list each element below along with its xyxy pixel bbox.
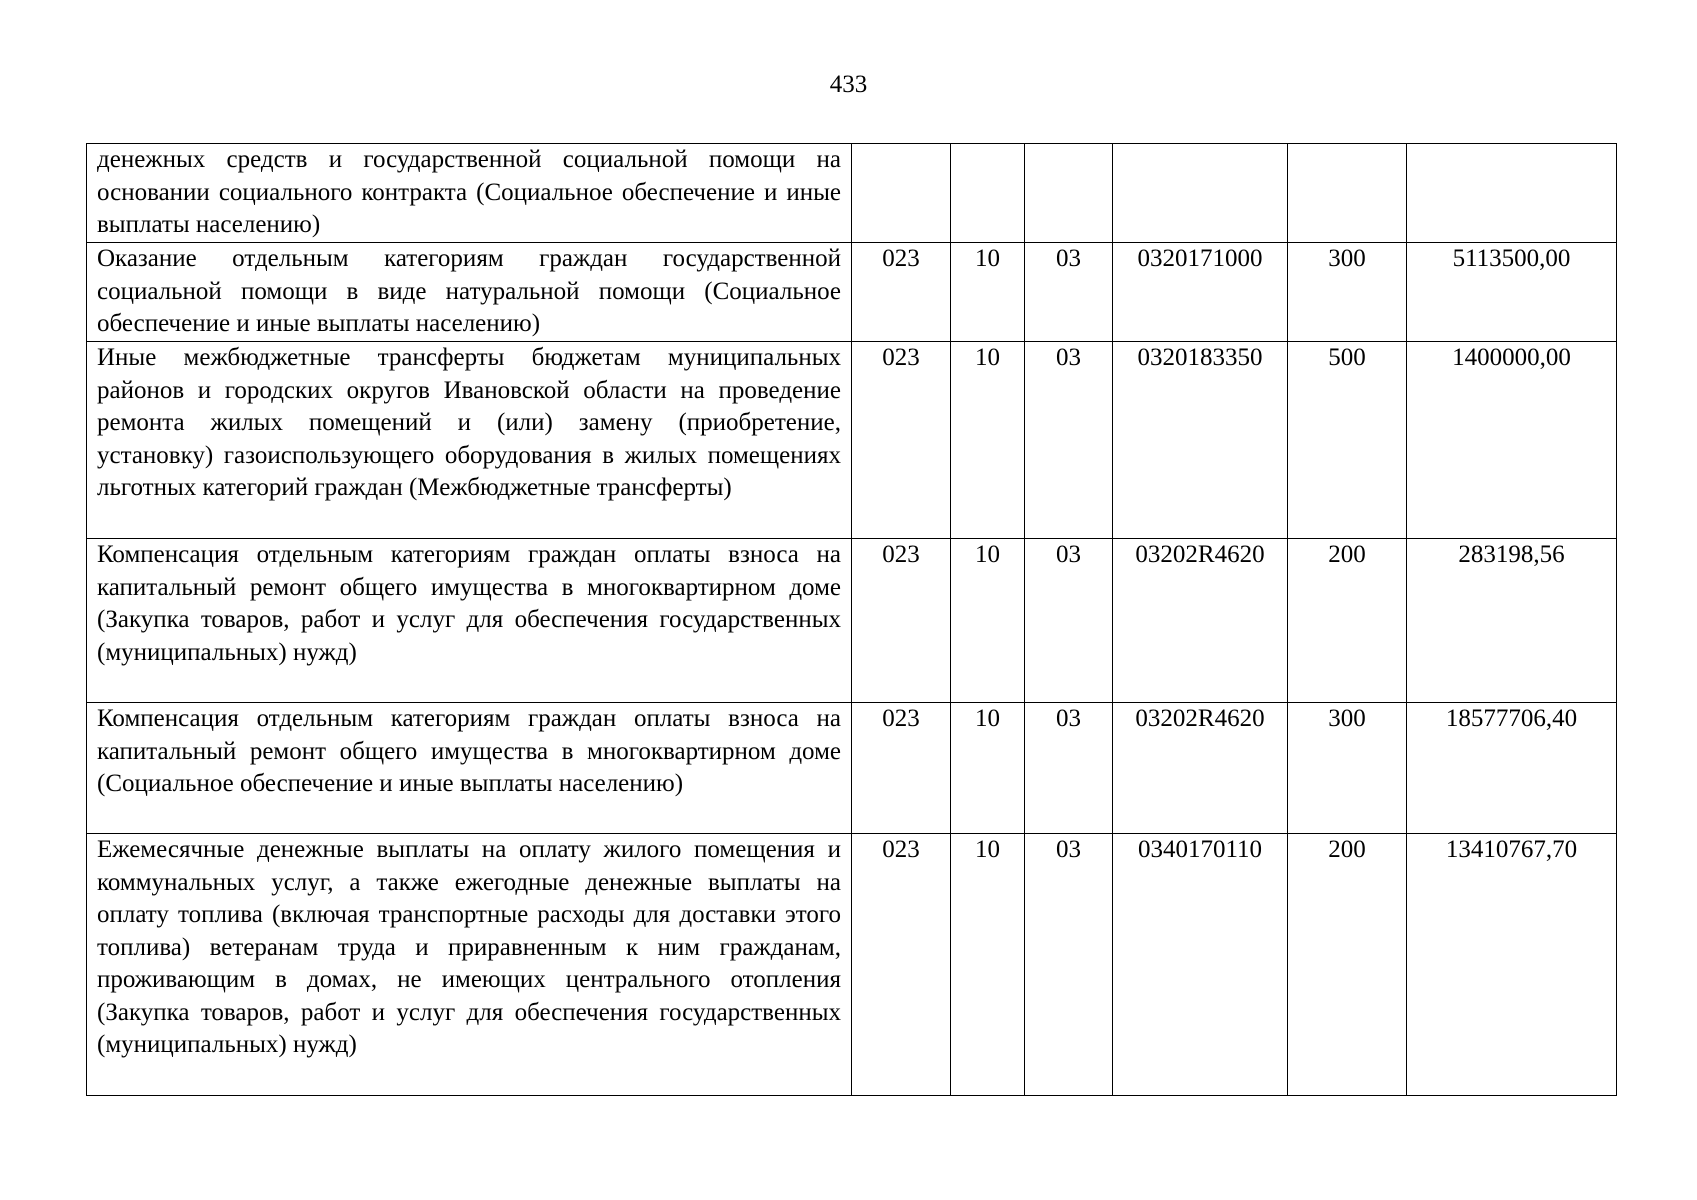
row-expense-type bbox=[1288, 144, 1407, 243]
row-subsection-code: 03 bbox=[1025, 342, 1113, 539]
row-section-code bbox=[951, 144, 1025, 243]
row-grbs-code bbox=[852, 144, 951, 243]
row-section-code: 10 bbox=[951, 243, 1025, 342]
row-subsection-code: 03 bbox=[1025, 703, 1113, 834]
row-expense-type: 300 bbox=[1288, 703, 1407, 834]
row-amount: 18577706,40 bbox=[1407, 703, 1617, 834]
page-number: 433 bbox=[829, 71, 868, 98]
table-row bbox=[87, 703, 1617, 834]
row-target-article: 03202R4620 bbox=[1113, 703, 1288, 834]
row-subsection-code: 03 bbox=[1025, 539, 1113, 703]
table-row bbox=[87, 539, 1617, 703]
row-section-code: 10 bbox=[951, 834, 1025, 1096]
table-row bbox=[87, 144, 1617, 243]
row-subsection-code: 03 bbox=[1025, 834, 1113, 1096]
row-expense-type: 500 bbox=[1288, 342, 1407, 539]
row-section-code: 10 bbox=[951, 539, 1025, 703]
row-description: Компенсация отдельным категориям граждан оплаты взноса на капитальный ремонт общего имущества в многоквартирном доме (Социальное обеспечение и иные выплаты населению) bbox=[87, 703, 852, 834]
row-target-article: 03202R4620 bbox=[1113, 539, 1288, 703]
row-amount: 1400000,00 bbox=[1407, 342, 1617, 539]
row-section-code: 10 bbox=[951, 703, 1025, 834]
row-target-article: 0340170110 bbox=[1113, 834, 1288, 1096]
row-description: Оказание отдельным категориям граждан государственной социальной помощи в виде натуральной помощи (Социальное обеспечение и иные выплаты населению) bbox=[87, 243, 852, 342]
row-description: Ежемесячные денежные выплаты на оплату жилого помещения и коммунальных услуг, а также ежегодные денежные выплаты на оплату топлива (включая транспортные расходы для доставки этого топлива) ветеранам труда и приравненным к ним гражданам, проживающим в домах, не имеющих центрального отопления (Закупка товаров, работ и услуг для обеспечения государственных (муниципальных) нужд) bbox=[87, 834, 852, 1096]
row-amount: 13410767,70 bbox=[1407, 834, 1617, 1096]
row-subsection-code: 03 bbox=[1025, 243, 1113, 342]
table-row bbox=[87, 834, 1617, 1096]
row-section-code: 10 bbox=[951, 342, 1025, 539]
row-target-article bbox=[1113, 144, 1288, 243]
row-description: денежных средств и государственной социальной помощи на основании социального контракта (Социальное обеспечение и иные выплаты населению) bbox=[87, 144, 852, 243]
row-expense-type: 300 bbox=[1288, 243, 1407, 342]
row-grbs-code: 023 bbox=[852, 539, 951, 703]
row-grbs-code: 023 bbox=[852, 342, 951, 539]
row-subsection-code bbox=[1025, 144, 1113, 243]
row-grbs-code: 023 bbox=[852, 834, 951, 1096]
budget-table bbox=[86, 143, 1617, 1096]
row-grbs-code: 023 bbox=[852, 243, 951, 342]
table-row bbox=[87, 243, 1617, 342]
row-target-article: 0320183350 bbox=[1113, 342, 1288, 539]
row-description: Компенсация отдельным категориям граждан оплаты взноса на капитальный ремонт общего имущества в многоквартирном доме (Закупка товаров, работ и услуг для обеспечения государственных (муниципальных) нужд) bbox=[87, 539, 852, 703]
row-amount: 283198,56 bbox=[1407, 539, 1617, 703]
table-row bbox=[87, 342, 1617, 539]
row-expense-type: 200 bbox=[1288, 834, 1407, 1096]
row-grbs-code: 023 bbox=[852, 703, 951, 834]
row-target-article: 0320171000 bbox=[1113, 243, 1288, 342]
row-description: Иные межбюджетные трансферты бюджетам муниципальных районов и городских округов Ивановской области на проведение ремонта жилых помещений и (или) замену (приобретение, установку) газоиспользующего оборудования в жилых помещениях льготных категорий граждан (Межбюджетные трансферты) bbox=[87, 342, 852, 539]
row-amount: 5113500,00 bbox=[1407, 243, 1617, 342]
row-expense-type: 200 bbox=[1288, 539, 1407, 703]
row-amount bbox=[1407, 144, 1617, 243]
